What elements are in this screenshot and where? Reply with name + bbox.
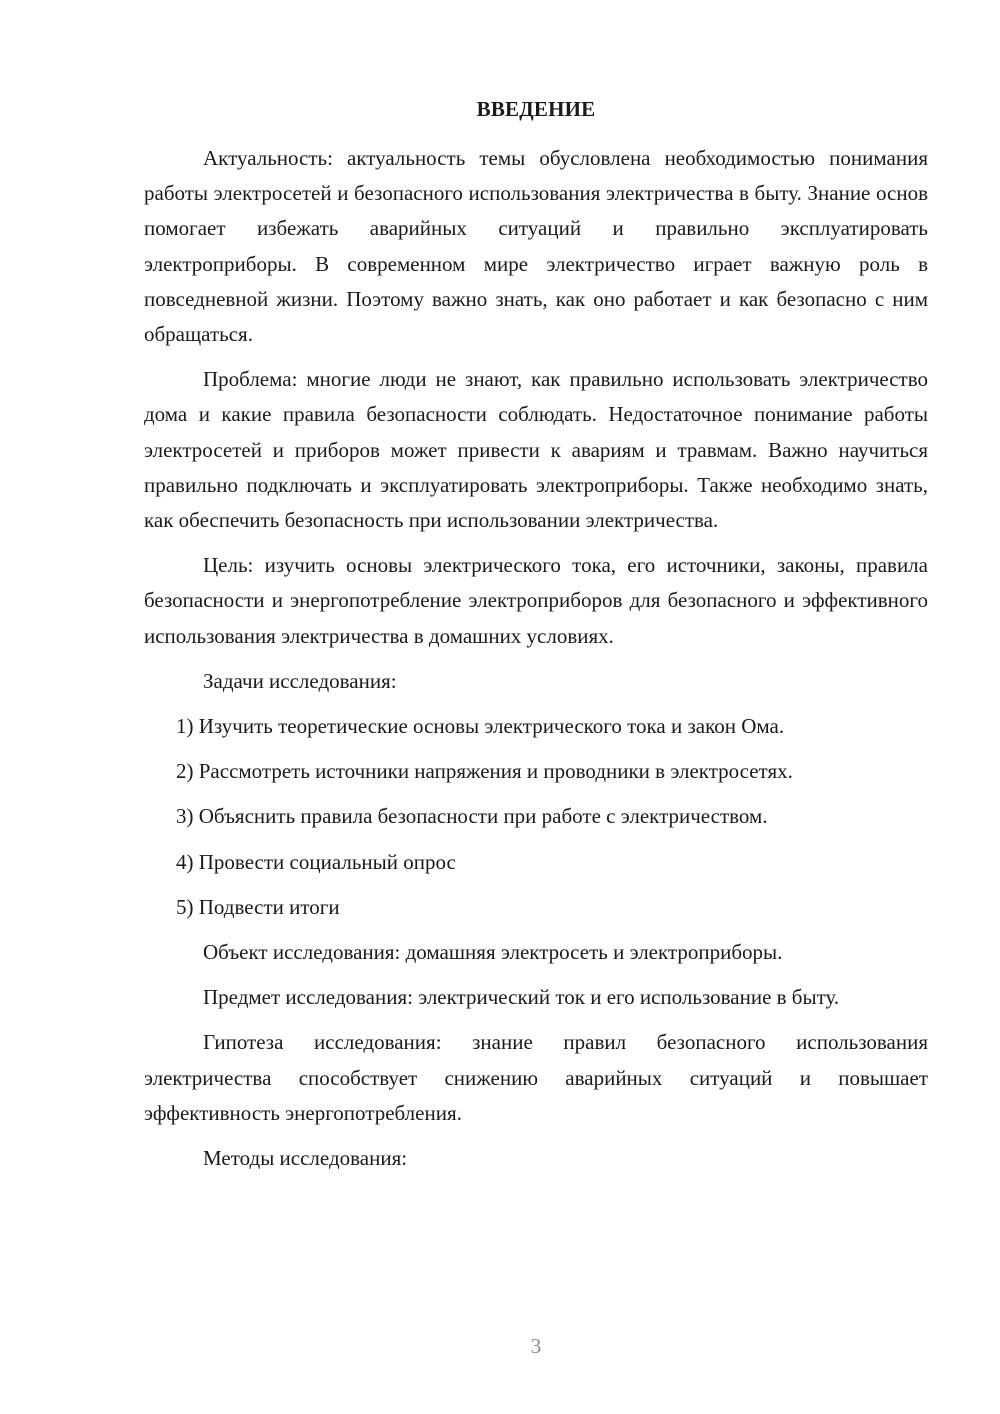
- paragraph-subject: Предмет исследования: электрический ток и его использование в быту.: [203, 985, 840, 1010]
- page-number: 3: [530, 1334, 542, 1358]
- tasks-heading: Задачи исследования:: [203, 668, 397, 693]
- paragraph-hypothesis: Гипотеза исследования: знание правил безопасного использования электричества способствует снижению аварийных ситуаций и повышает эффективность энергопотребления.: [144, 1030, 928, 1125]
- section-title: ВВЕДЕНИЕ: [476, 97, 596, 121]
- task-item: 1) Изучить теоретические основы электрического тока и закон Ома.: [176, 714, 785, 739]
- tasks-list: [144, 709, 928, 925]
- task-item: 5) Подвести итоги: [176, 894, 340, 919]
- paragraph-object: Объект исследования: домашняя электросеть и электроприборы.: [203, 940, 783, 965]
- task-item: 4) Провести социальный опрос: [176, 849, 456, 874]
- paragraph-relevance: Актуальность: актуальность темы обусловлена необходимостью понимания работы электросетей и безопасного использования электричества в быту. Знание основ помогает избежать аварийных ситуаций и правильно эксплуатировать электроприборы. В современном мире электричество играет важную роль в повседневной жизни. Поэтому важно знать, как оно работает и как безопасно с ним обращаться.: [144, 146, 928, 347]
- task-item: 2) Рассмотреть источники напряжения и проводники в электросетях.: [176, 759, 793, 784]
- document-page: [144, 92, 928, 1186]
- task-item: 3) Объяснить правила безопасности при работе с электричеством.: [176, 804, 768, 829]
- paragraph-goal: Цель: изучить основы электрического тока, его источники, законы, правила безопасности и энергопотребление электроприборов для безопасного и эффективного использования электричества в домашних условиях.: [144, 553, 928, 648]
- paragraph-problem: Проблема: многие люди не знают, как правильно использовать электричество дома и какие правила безопасности соблюдать. Недостаточное понимание работы электросетей и приборов может привести к авариям и травмам. Важно научиться правильно подключать и эксплуатировать электроприборы. Также необходимо знать, как обеспечить безопасность при использовании электричества.: [144, 367, 928, 533]
- methods-heading: Методы исследования:: [203, 1146, 408, 1171]
